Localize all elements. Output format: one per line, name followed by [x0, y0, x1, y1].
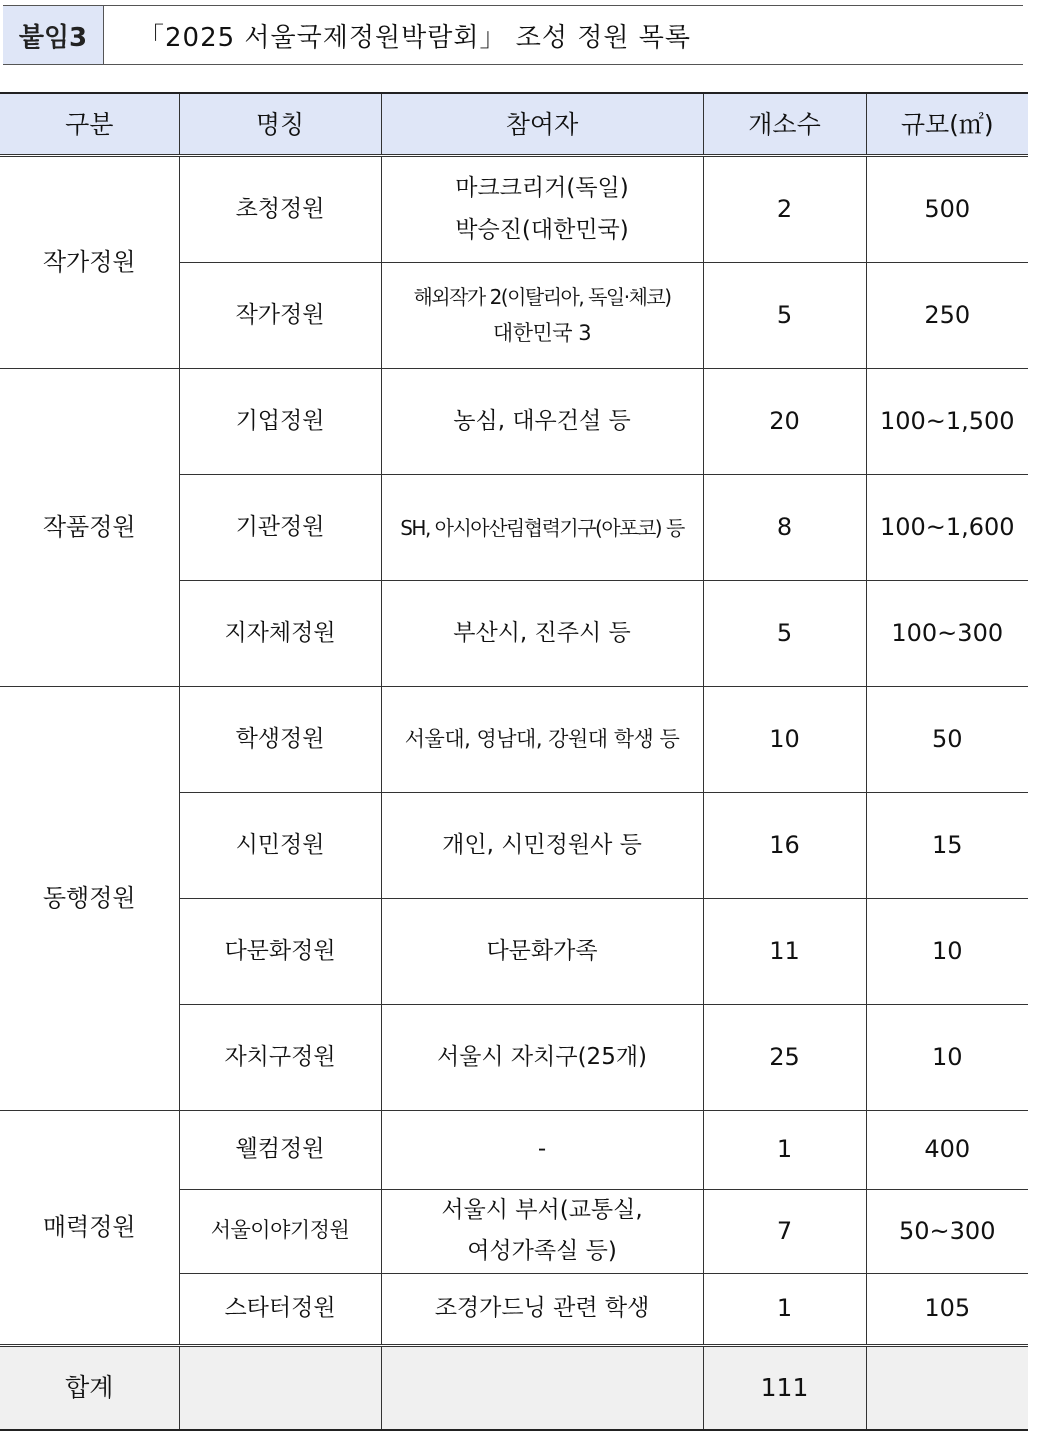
count-cell: 10: [703, 687, 866, 793]
category-cell: 동행정원: [0, 687, 179, 1111]
size-cell: 50: [866, 687, 1028, 793]
total-name-cell: [179, 1345, 381, 1430]
table-row: [0, 369, 1028, 475]
garden-name-cell: 서울이야기정원: [179, 1190, 381, 1274]
total-row: [0, 1345, 1028, 1430]
column-header-count: 개소수: [703, 93, 866, 156]
garden-name-cell: 자치구정원: [179, 1005, 381, 1111]
count-cell: 1: [703, 1111, 866, 1190]
participants-line: 해외작가 2(이탈리아, 독일·체코): [413, 284, 671, 309]
count-cell: 2: [703, 156, 866, 263]
document-title: 「2025 서울국제정원박람회」 조성 정원 목록: [138, 22, 691, 53]
size-cell: 250: [866, 263, 1028, 369]
count-cell: 5: [703, 581, 866, 687]
garden-name-cell: 기관정원: [179, 475, 381, 581]
attachment-badge: 붙임3: [3, 6, 104, 64]
category-cell: 매력정원: [0, 1111, 179, 1346]
garden-name-cell: 스타터정원: [179, 1273, 381, 1345]
garden-name-cell: 지자체정원: [179, 581, 381, 687]
participants-line: 여성가족실 등): [467, 1238, 617, 1265]
category-cell: 작가정원: [0, 156, 179, 369]
participants-cell: 개인, 시민정원사 등: [381, 793, 703, 899]
participants-cell: 다문화가족: [381, 899, 703, 1005]
count-cell: 25: [703, 1005, 866, 1111]
garden-name-cell: 기업정원: [179, 369, 381, 475]
garden-name-cell: 웰컴정원: [179, 1111, 381, 1190]
participants-cell: [381, 263, 703, 369]
count-cell: 5: [703, 263, 866, 369]
table-row: [0, 1111, 1028, 1190]
table-row: [0, 687, 1028, 793]
count-cell: 7: [703, 1190, 866, 1274]
participants-cell: 조경가드닝 관련 학생: [381, 1273, 703, 1345]
size-cell: 100~1,500: [866, 369, 1028, 475]
participants-cell: [381, 1190, 703, 1274]
size-cell: 10: [866, 899, 1028, 1005]
participants-cell: 서울대, 영남대, 강원대 학생 등: [381, 687, 703, 793]
count-cell: 20: [703, 369, 866, 475]
size-cell: 50~300: [866, 1190, 1028, 1274]
column-header-category: 구분: [0, 93, 179, 156]
count-cell: 11: [703, 899, 866, 1005]
total-participants-cell: [381, 1345, 703, 1430]
participants-cell: [381, 156, 703, 263]
table-header-row: [0, 93, 1028, 156]
participants-cell: 농심, 대우건설 등: [381, 369, 703, 475]
size-cell: 100~1,600: [866, 475, 1028, 581]
size-cell: 105: [866, 1273, 1028, 1345]
participants-cell: 서울시 자치구(25개): [381, 1005, 703, 1111]
participants-cell: -: [381, 1111, 703, 1190]
size-cell: 400: [866, 1111, 1028, 1190]
count-cell: 16: [703, 793, 866, 899]
column-header-name: 명칭: [179, 93, 381, 156]
garden-name-cell: 초청정원: [179, 156, 381, 263]
participants-line: 마크크리거(독일): [455, 175, 629, 202]
participants-line: 박승진(대한민국): [455, 216, 629, 243]
total-count-cell: 111: [703, 1345, 866, 1430]
size-cell: 10: [866, 1005, 1028, 1111]
participants-line: 서울시 부서(교통실,: [441, 1197, 643, 1223]
garden-list-table: [0, 92, 1028, 1431]
garden-name-cell: 학생정원: [179, 687, 381, 793]
column-header-participants: 참여자: [381, 93, 703, 156]
table-row: [0, 156, 1028, 263]
participants-line: 대한민국 3: [492, 320, 592, 345]
garden-name-cell: 다문화정원: [179, 899, 381, 1005]
count-cell: 8: [703, 475, 866, 581]
total-size-cell: [866, 1345, 1028, 1430]
size-cell: 500: [866, 156, 1028, 263]
category-cell: 작품정원: [0, 369, 179, 687]
garden-name-cell: 작가정원: [179, 263, 381, 369]
column-header-size: 규모(㎡): [866, 93, 1028, 156]
size-cell: 100~300: [866, 581, 1028, 687]
participants-cell: SH, 아시아산림협력기구(아포코) 등: [381, 475, 703, 581]
count-cell: 1: [703, 1273, 866, 1345]
size-cell: 15: [866, 793, 1028, 899]
garden-name-cell: 시민정원: [179, 793, 381, 899]
attachment-header: [3, 5, 1023, 65]
total-label-cell: 합계: [0, 1345, 179, 1430]
participants-cell: 부산시, 진주시 등: [381, 581, 703, 687]
